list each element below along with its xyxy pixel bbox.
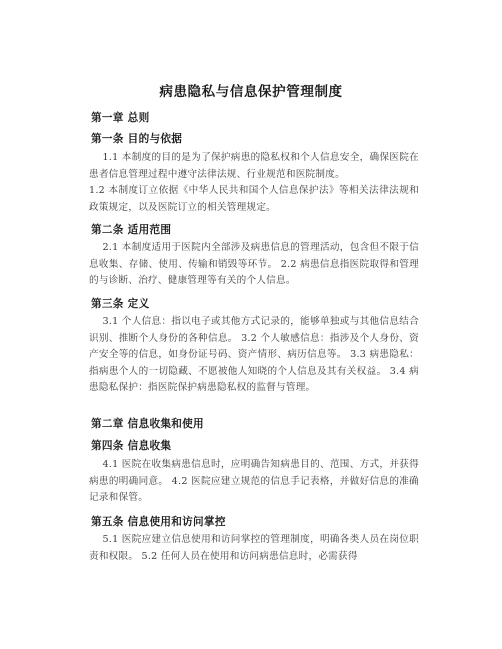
article-4-paragraph: 4.1 医院在收集病患信息时，应明确告知病患目的、范围、方式，并获得病患的明确同意。 4.2 医院应建立规范的信息手记表格，并做好信息的准确记录和保管。 <box>89 459 419 504</box>
article-2-paragraph: 2.1 本制度适用于医院内全部涉及病患信息的管理活动，包含但不限于信息收集、存储、使用、传输和销毁等环节。 2.2 病患信息指医院取得和管理的与诊断、治疗、健康管理等有关的个人信息。 <box>89 242 419 287</box>
article-1-heading: 第一条 目的与依据 <box>91 133 183 145</box>
article-5-paragraph: 5.1 医院应建立信息使用和访问掌控的管理制度，明确各类人员在岗位职责和权限。 5.2 任何人员在使用和访问病患信息时，必需获得 <box>89 534 419 562</box>
document-title: 病患隐私与信息保护管理制度 <box>159 84 343 100</box>
article-1-paragraph-2: 1.2 本制度订立依据《中华人民共和国个人信息保护法》等相关法律法规和政策规定，以及医院订立的相关管理规定。 <box>89 185 419 213</box>
chapter-1-heading: 第一章 总则 <box>91 112 150 124</box>
article-1-paragraph-1: 1.1 本制度的目的是为了保护病患的隐私权和个人信息安全，确保医院在患者信息管理过程中遵守法律法规、行业规范和医院制度。 <box>89 152 419 180</box>
article-3-paragraph: 3.1 个人信息：指以电子或其他方式记录的，能够单独或与其他信息结合识别、推断个人身份的各种信息。 3.2 个人敏感信息：指涉及个人身份、资产安全等的信息，如身份证号码、资产情形、病历信息等。 3.3 病患隐私：指病患个人的一切隐藏、不愿被他人知晓的个人信息及其有关权益。 3.4 病患隐私保护：指医院保护病患隐私权的监督与管理。 <box>89 316 419 394</box>
chapter-2-heading: 第二章 信息收集和使用 <box>91 418 204 430</box>
article-5-heading: 第五条 信息使用和访问掌控 <box>91 516 226 528</box>
article-3-heading: 第三条 定义 <box>91 298 150 310</box>
article-2-heading: 第二条 适用范围 <box>91 224 172 236</box>
article-4-heading: 第四条 信息收集 <box>91 440 172 452</box>
